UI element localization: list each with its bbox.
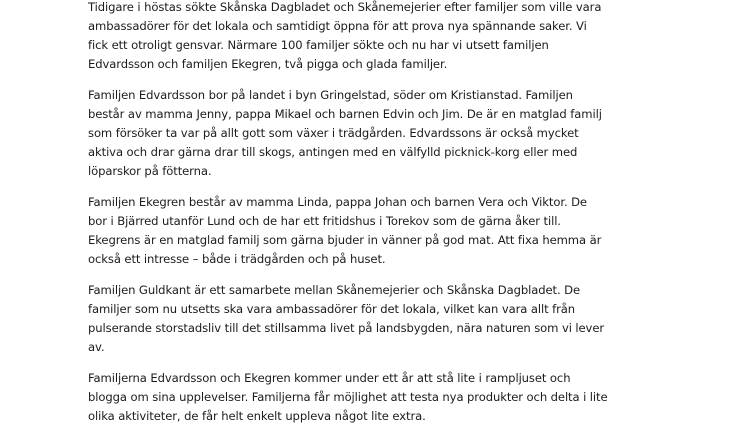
paragraph-guldkant: Familjen Guldkant är ett samarbete mellan Skånemejerier och Skånska Dagbladet. De familjer som nu utsetts ska vara ambassadörer för det lokala, vilket kan vara allt från pulserande storstadsliv till det stillsamma livet på landsbygden, nära naturen som vi lever av. bbox=[88, 283, 605, 354]
paragraph-intro: Tidigare i höstas sökte Skånska Dagbladet och Skånemejerier efter familjer som ville vara ambassadörer för det lokala och samtidigt öppna för att prova nya spännande saker. Vi fick ett otroligt gensvar. Närmare 100 familjer sökte och nu har vi utsett familjen Edvardsson och familjen Ekegren, två pigga och glada familjer. bbox=[88, 0, 602, 71]
article-body bbox=[88, 0, 608, 438]
paragraph-outro: Familjerna Edvardsson och Ekegren kommer under ett år att stå lite i rampljuset och blogga om sina upplevelser. Familjerna får möjlighet att testa nya produkter och delta i lite olika aktiviteter, de får helt enkelt uppleva något lite extra. bbox=[88, 371, 608, 423]
paragraph-ekegren: Familjen Ekegren består av mamma Linda, pappa Johan och barnen Vera och Viktor. De bor i Bjärred utanför Lund och de har ett fritidshus i Torekov som de gärna åker till. Ekegrens är en matglad familj som gärna bjuder in vänner på god mat. Att fixa hemma är också ett intresse – både i trädgården och på huset. bbox=[88, 195, 602, 266]
paragraph-edvardsson: Familjen Edvardsson bor på landet i byn Gringelstad, söder om Kristianstad. Familjen består av mamma Jenny, pappa Mikael och barnen Edvin och Jim. De är en matglad familj som försöker ta var på allt gott som växer i trädgården. Edvardssons är också mycket aktiva och drar gärna drar till skogs, antingen med en välfylld picknick-korg eller med löparskor på fötterna. bbox=[88, 88, 602, 178]
